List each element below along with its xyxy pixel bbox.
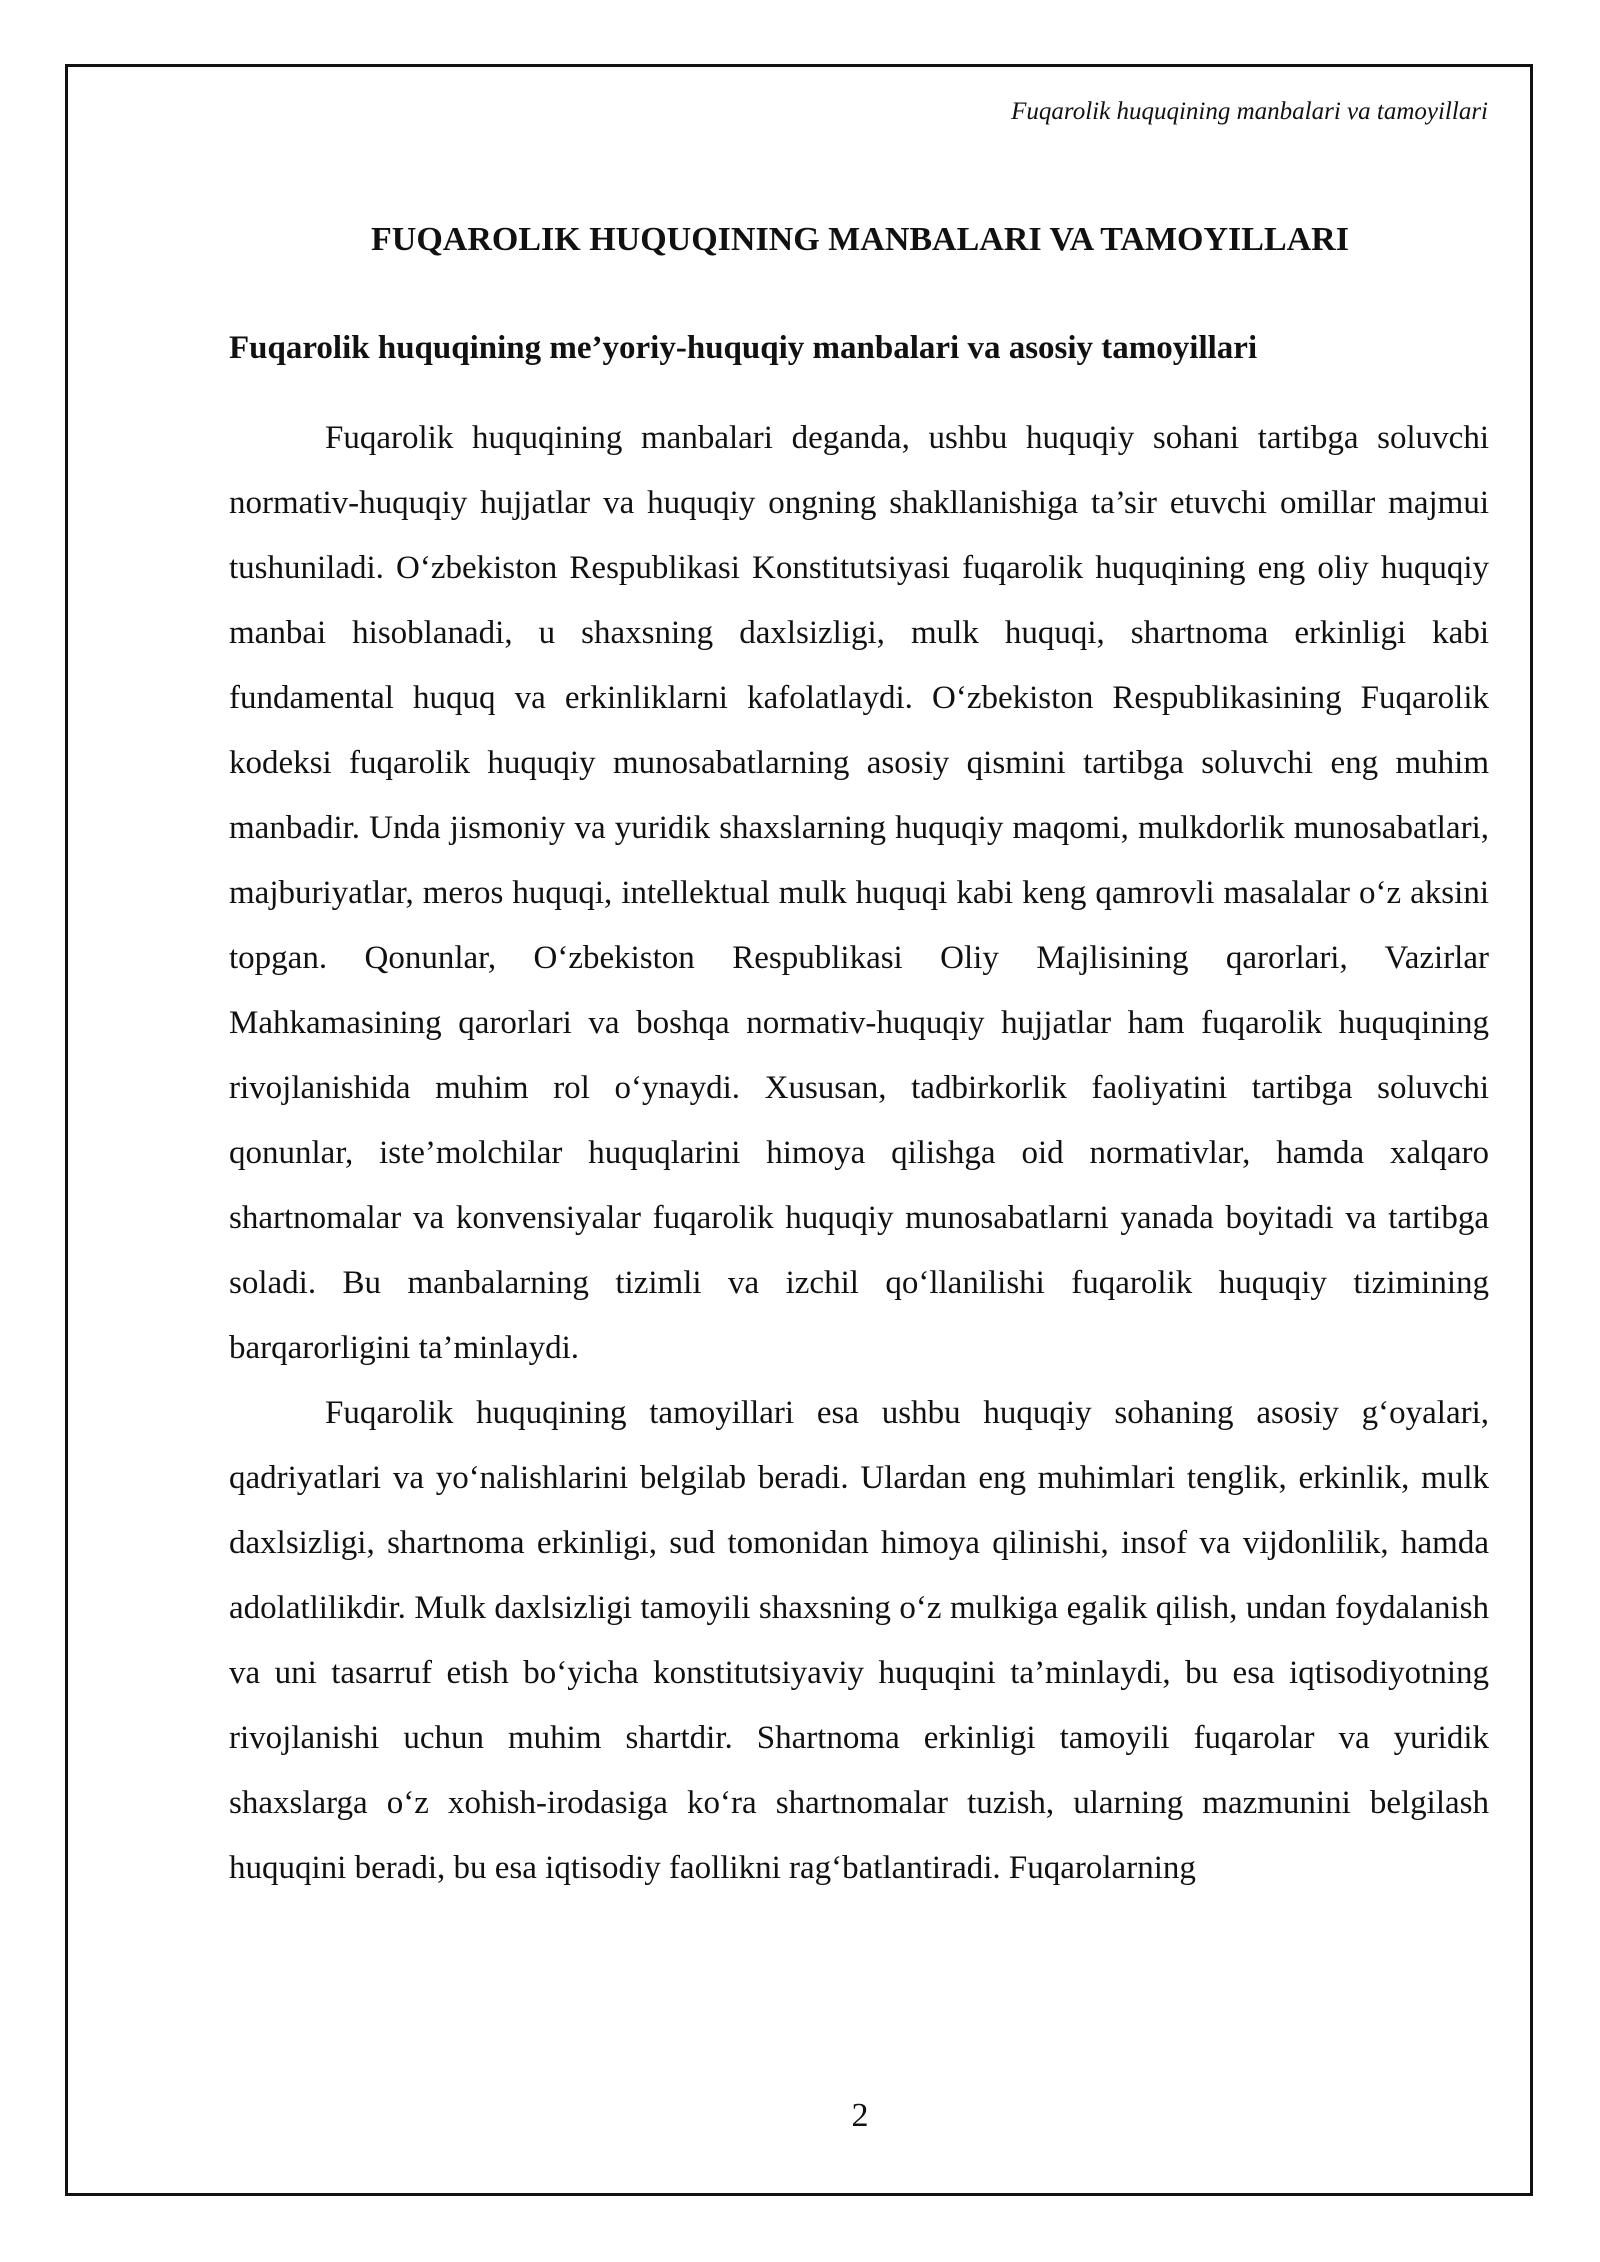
paragraph-sources: Fuqarolik huquqining manbalari deganda, ushbu huquqiy sohani tartibga soluvchi normativ-huquqiy hujjatlar va huquqiy ongning shakllanishiga ta’sir etuvchi omillar majmui tushuniladi. O‘zbekiston Respublikasi Konstitutsiyasi fuqarolik huquqining eng oliy huquqiy manbai hisoblanadi, u shaxsning daxlsizligi, mulk huquqi, shartnoma erkinligi kabi fundamental huquq va erkinliklarni kafolatlaydi. O‘zbekiston Respublikasining Fuqarolik kodeksi fuqarolik huquqiy munosabatlarning asosiy qismini tartibga soluvchi eng muhim manbadir. Unda jismoniy va yuridik shaxslarning huquqiy maqomi, mulkdorlik munosabatlari, majburiyatlar, meros huquqi, intellektual mulk huquqi kabi keng qamrovli masalalar o‘z aksini topgan. Qonunlar, O‘zbekiston Respublikasi Oliy Majlisining qarorlari, Vazirlar Mahkamasining qarorlari va boshqa normativ-huquqiy hujjatlar ham fuqarolik huquqining rivojlanishida muhim rol o‘ynaydi. Xususan, tadbirkorlik faoliyatini tartibga soluvchi qonunlar, iste’molchilar huquqlarini himoya qilishga oid normativlar, hamda xalqaro shartnomalar va konvensiyalar fuqarolik huquqiy munosabatlarni yanada boyitadi va tartibga soladi. Bu manbalarning tizimli va izchil qo‘llanilishi fuqarolik huquqiy tizimining barqarorligini ta’minlaydi. [229, 420, 1489, 1366]
running-header: Fuqarolik huquqining manbalari va tamoyillari [1011, 98, 1488, 125]
section-heading: Fuqarolik huquqining me’yoriy-huquqiy manbalari va asosiy tamoyillari [229, 330, 1258, 366]
page-number: 2 [851, 2097, 869, 2134]
paragraph-principles: Fuqarolik huquqining tamoyillari esa ushbu huquqiy sohaning asosiy g‘oyalari, qadriyatlari va yo‘nalishlarini belgilab beradi. Ulardan eng muhimlari tenglik, erkinlik, mulk daxlsizligi, shartnoma erkinligi, sud tomonidan himoya qilinishi, insof va vijdonlilik, hamda adolatlilikdir. Mulk daxlsizligi tamoyili shaxsning o‘z mulkiga egalik qilish, undan foydalanish va uni tasarruf etish bo‘yicha konstitutsiyaviy huquqini ta’minlaydi, bu esa iqtisodiyotning rivojlanishi uchun muhim shartdir. Shartnoma erkinligi tamoyili fuqarolar va yuridik shaxslarga o‘z xohish-irodasiga ko‘ra shartnomalar tuzish, ularning mazmunini belgilash huquqini beradi, bu esa iqtisodiy faollikni rag‘batlantiradi. Fuqarolarning [229, 1395, 1489, 1886]
document-body [229, 406, 1489, 1901]
document-title: FUQAROLIK HUQUQINING MANBALARI VA TAMOYILLARI [371, 221, 1349, 258]
